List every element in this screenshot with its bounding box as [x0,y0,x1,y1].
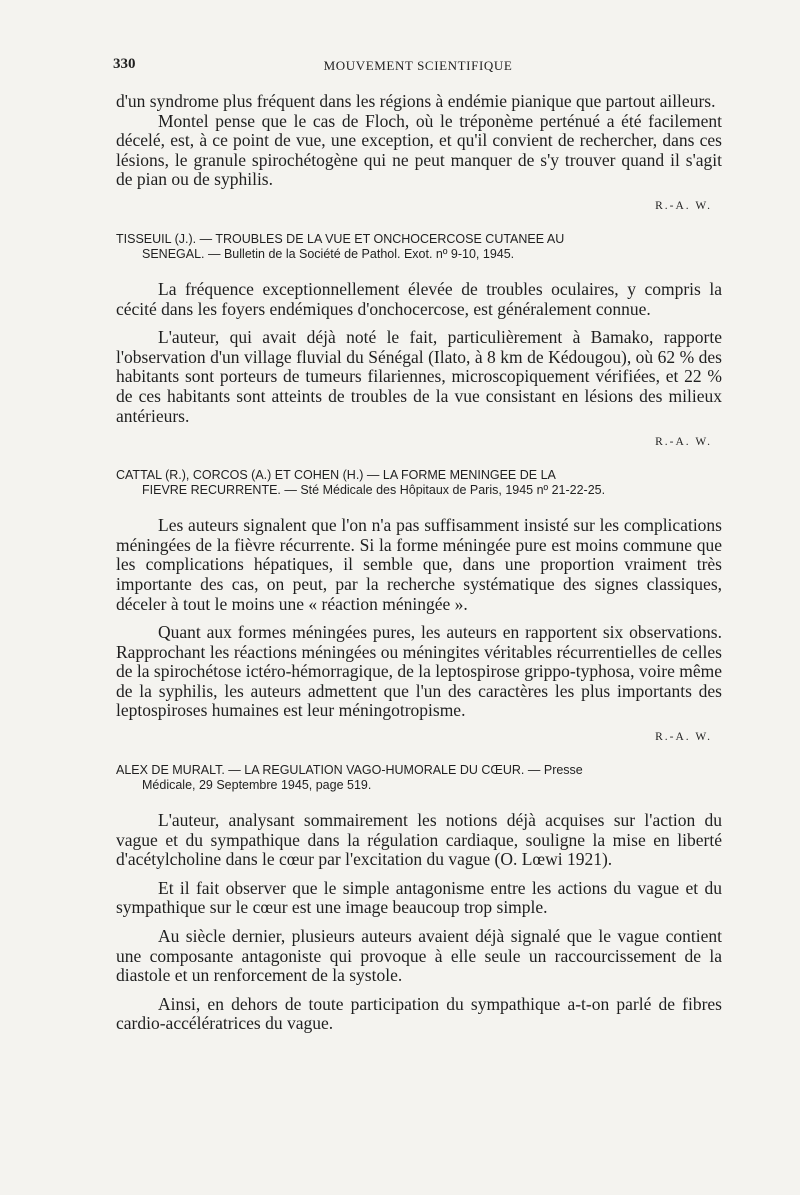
page-number: 330 [113,56,136,72]
paragraph: Montel pense que le cas de Floch, où le tréponème perténué a été facilement décelé, est, à ce point de vue, une exception, et qu'il convient de rechercher, dans ces lésions, le granule spirochétogène qui ne peut manquer de s'y trouver quand il s'agit de pian ou de syphilis. [116,110,722,190]
paragraph: Au siècle dernier, plusieurs auteurs avaient déjà signalé que le vague contient une composante antagoniste qui provoque à elle seule un raccourcissement de la diastole et un renforcement de la systole. [116,926,722,986]
paragraph: d'un syndrome plus fréquent dans les régions à endémie pianique que partout ailleurs. [116,91,716,111]
signature: R.-A. W. [655,199,712,212]
article-reference [116,763,722,793]
signature: R.-A. W. [655,731,712,744]
page-header [113,56,723,78]
paragraph: Les auteurs signalent que l'on n'a pas suffisamment insisté sur les complications méningées de la fièvre récurrente. Si la forme méningée pure est moins commune que les complications hépatiques, il semble que, dans une proportion vraiment très importante des cas, on peut, par la recherche systématique des signes classiques, déceler à tout le moins une « réaction méningée ». [116,515,722,614]
reference-line: ALEX DE MURALT. — LA REGULATION VAGO-HUMORALE DU CŒUR. — Presse [116,763,583,778]
signature: R.-A. W. [655,436,712,449]
paragraph: L'auteur, qui avait déjà noté le fait, particulièrement à Bamako, rapporte l'observation d'un village fluvial du Sénégal (Ilato, à 8 km de Kédougou), où 62 % des habitants sont porteurs de tumeurs filariennes, microscopiquement vérifiées, et 22 % de ces habitants sont atteints de troubles de la vue consistant en lésions des milieux antérieurs. [116,327,722,426]
running-title: MOUVEMENT SCIENTIFIQUE [323,58,513,73]
paragraph: La fréquence exceptionnellement élevée de troubles oculaires, y compris la cécité dans les foyers endémiques d'onchocercose, est généralement connue. [116,278,722,319]
paragraph: Et il fait observer que le simple antagonisme entre les actions du vague et du sympathique sur le cœur est une image beaucoup trop simple. [116,877,722,918]
paragraph: L'auteur, analysant sommairement les notions déjà acquises sur l'action du vague et du sympathique dans la régulation cardiaque, souligne la mise en liberté d'acétylcholine dans le cœur par l'excitation du vague (O. Lœwi 1921). [116,810,722,870]
reference-line: SENEGAL. — Bulletin de la Société de Pathol. Exot. nº 9-10, 1945. [142,246,515,261]
body-text [116,92,722,1034]
reference-line: CATTAL (R.), CORCOS (A.) ET COHEN (H.) — LA FORME MENINGEE DE LA [116,468,556,483]
article-reference [116,232,722,262]
reference-line: Médicale, 29 Septembre 1945, page 519. [142,778,372,793]
reference-line: FIEVRE RECURRENTE. — Sté Médicale des Hôpitaux de Paris, 1945 nº 21-22-25. [142,483,606,498]
article-reference [116,468,722,498]
paragraph: Ainsi, en dehors de toute participation du sympathique a-t-on parlé de fibres cardio-accélératrices du vague. [116,993,722,1034]
paragraph: Quant aux formes méningées pures, les auteurs en rapportent six observations. Rapprochant les réactions méningées ou méningites véritables récurrentielles de celles de la spirochétose ictéro-hémorragique, de la leptospirose grippo-typhosa, voire même de la syphilis, les auteurs admettent que l'un des caractères les plus importants des leptospiroses humaines est leur méningotropisme. [116,622,722,721]
reference-line: TISSEUIL (J.). — TROUBLES DE LA VUE ET ONCHOCERCOSE CUTANEE AU [116,231,565,246]
